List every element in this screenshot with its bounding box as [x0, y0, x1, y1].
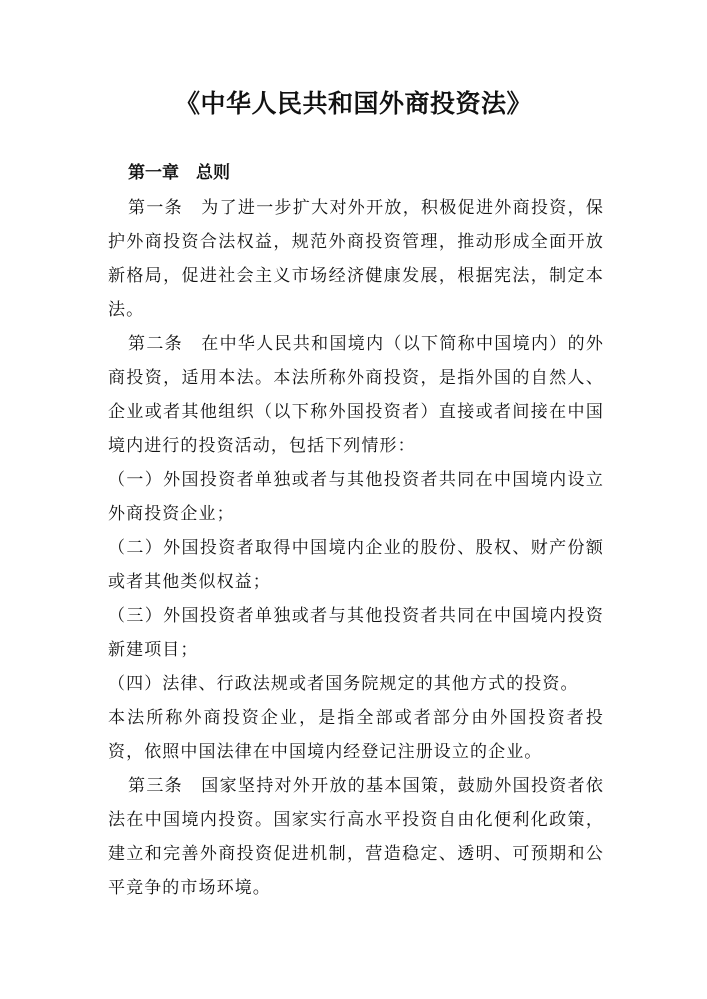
article-1-paragraph: 第一条 为了进一步扩大对外开放，积极促进外商投资，保护外商投资合法权益，规范外商投资管理，推动形成全面开放新格局，促进社会主义市场经济健康发展，根据宪法，制定本法。: [108, 198, 604, 320]
article-2-item-1: （一）外国投资者单独或者与其他投资者共同在中国境内设立外商投资企业；: [108, 470, 604, 524]
document-body: [108, 191, 604, 905]
article-2-item-3: （三）外国投资者单独或者与其他投资者共同在中国境内投资新建项目；: [108, 606, 604, 660]
chapter-heading: 第一章 总则: [128, 163, 230, 183]
article-2-definition-paragraph: 本法所称外商投资企业，是指全部或者部分由外国投资者投资，依照中国法律在中国境内经登记注册设立的企业。: [108, 708, 604, 762]
article-3-paragraph: 第三条 国家坚持对外开放的基本国策，鼓励外国投资者依法在中国境内投资。国家实行高水平投资自由化便利化政策，建立和完善外商投资促进机制，营造稳定、透明、可预期和公平竞争的市场环境。: [108, 776, 604, 898]
article-2-item-2: （二）外国投资者取得中国境内企业的股份、股权、财产份额或者其他类似权益；: [108, 538, 604, 592]
article-2-item-4: （四）法律、行政法规或者国务院规定的其他方式的投资。: [108, 674, 579, 694]
document-title: 《中华人民共和国外商投资法》: [174, 89, 532, 118]
article-2-paragraph: 第二条 在中华人民共和国境内（以下简称中国境内）的外商投资，适用本法。本法所称外商投资，是指外国的自然人、企业或者其他组织（以下称外国投资者）直接或者间接在中国境内进行的投资活动，包括下列情形：: [108, 334, 604, 456]
